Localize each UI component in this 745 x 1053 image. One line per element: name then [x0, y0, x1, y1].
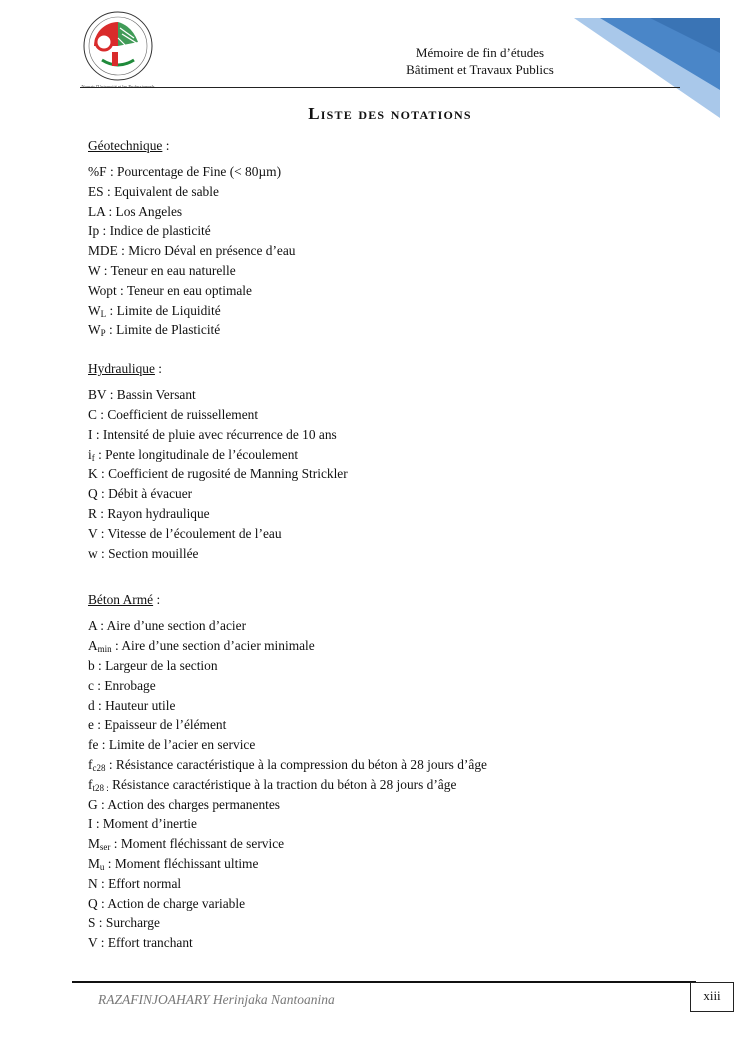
notation-entry: [88, 301, 688, 321]
section-heading-suffix: :: [154, 361, 163, 377]
footer-divider: [72, 981, 696, 983]
notation-separator: :: [96, 406, 108, 422]
section-spacer: [88, 340, 688, 359]
notation-entry: [88, 913, 688, 933]
notation-separator: :: [111, 638, 122, 654]
notation-entry: [88, 385, 688, 405]
section-heading-text: Hydraulique: [88, 361, 155, 377]
notation-separator: :: [94, 657, 106, 673]
notation-separator: :: [94, 697, 106, 713]
notation-entry: [88, 636, 688, 656]
notation-subscript: t28 :: [92, 782, 109, 793]
notation-description: Teneur en eau optimale: [126, 282, 252, 298]
section-heading-text: Béton Armé: [88, 592, 154, 608]
header-line-1: Mémoire de fin d’études: [415, 45, 545, 60]
notation-entry: [88, 795, 688, 815]
notation-symbol: K: [88, 466, 98, 482]
notation-symbol: BV: [88, 387, 107, 403]
notation-subscript: L: [100, 308, 107, 319]
notation-subscript: ser: [99, 842, 111, 853]
notation-symbol: %F: [88, 164, 107, 179]
notation-symbol: Ip: [88, 223, 100, 239]
notation-description: Largeur de la section: [105, 657, 218, 673]
notation-description: Enrobage: [104, 677, 156, 693]
section-spacer: [88, 563, 688, 590]
notation-separator: :: [96, 505, 108, 521]
notation-symbol: e: [88, 717, 94, 733]
notation-entry: [88, 656, 688, 676]
notation-description: Bassin Versant: [116, 387, 196, 403]
notation-description: Limite de l’acier en service: [108, 737, 256, 753]
notation-description: Aire d’une section d’acier: [106, 618, 247, 634]
notation-symbol: I: [88, 426, 93, 442]
notation-entry: [88, 854, 688, 874]
notation-separator: :: [94, 446, 106, 462]
notation-description: Rayon hydraulique: [107, 505, 210, 521]
notation-separator: :: [97, 796, 108, 812]
notation-separator: :: [97, 466, 109, 482]
notation-description: Moment fléchissant ultime: [114, 855, 259, 871]
notation-entry: [88, 616, 688, 636]
notation-separator: :: [95, 915, 106, 931]
notation-symbol: N: [88, 875, 98, 891]
notation-subscript: f: [91, 452, 95, 463]
notation-symbol: W: [88, 322, 101, 338]
notation-entry: [88, 755, 688, 775]
notation-entry: [88, 775, 688, 795]
notation-symbol: f: [88, 756, 93, 772]
notation-entry: [88, 933, 688, 953]
notation-symbol: V: [88, 525, 98, 541]
notation-entry: [88, 182, 688, 202]
notation-symbol: S: [88, 915, 96, 931]
notation-separator: :: [103, 183, 115, 199]
notation-symbol: A: [88, 618, 97, 634]
notation-entry: [88, 894, 688, 914]
notation-description: Epaisseur de l’élément: [104, 717, 227, 733]
notation-description: Débit à évacuer: [108, 486, 193, 502]
notation-separator: :: [116, 282, 127, 298]
notation-entry: [88, 676, 688, 696]
notation-entry: [88, 320, 688, 340]
notation-symbol: i: [88, 446, 92, 462]
notation-entry: [88, 425, 688, 445]
notation-description: Action des charges permanentes: [107, 796, 281, 812]
notation-symbol: MDE: [88, 243, 118, 259]
notation-separator: :: [96, 618, 107, 634]
notation-separator: :: [106, 387, 117, 403]
notation-entry: [88, 162, 688, 182]
notation-description: Coefficient de rugosité de Manning Strickler: [108, 466, 348, 482]
notation-separator: :: [99, 223, 110, 239]
notation-entry: [88, 445, 688, 465]
notation-symbol: LA: [88, 203, 106, 219]
notation-symbol: w: [88, 545, 98, 561]
notation-separator: :: [105, 756, 116, 772]
notation-entry: [88, 544, 688, 564]
notation-entry: [88, 715, 688, 735]
header-divider: [80, 87, 680, 88]
notation-symbol: C: [88, 406, 97, 422]
footer-author: RAZAFINJOAHARY Herinjaka Nantoanina: [98, 992, 335, 1007]
notation-entry: [88, 874, 688, 894]
notation-description: Résistance caractéristique à la traction du béton à 28 jours d’âge: [112, 776, 457, 792]
notation-separator: :: [97, 935, 108, 951]
section-heading-text: Géotechnique: [88, 138, 163, 153]
notation-description: Equivalent de sable: [114, 183, 219, 199]
header-line-2: Bâtiment et Travaux Publics: [406, 62, 554, 77]
notation-description: Vitesse de l’écoulement de l’eau: [107, 525, 282, 541]
notation-separator: :: [106, 164, 118, 179]
notation-entry: [88, 202, 688, 222]
notation-description: Section mouillée: [108, 545, 199, 561]
notation-description: Effort tranchant: [107, 935, 193, 951]
section-heading: [88, 359, 688, 378]
notation-separator: :: [100, 262, 111, 278]
page-number: xiii: [690, 982, 734, 1012]
section-heading: [88, 136, 688, 155]
notation-section: [88, 590, 688, 953]
notation-separator: :: [97, 545, 109, 561]
section-heading-suffix: :: [153, 592, 161, 608]
notation-subscript: u: [99, 861, 105, 872]
logo-caption: Nourrir l'Université et les Professionnels: [81, 84, 155, 89]
notation-description: Action de charge variable: [107, 895, 246, 911]
notation-description: Los Angeles: [115, 203, 183, 219]
notation-separator: :: [97, 525, 108, 541]
notation-section: [88, 359, 688, 563]
notation-description: Aire d’une section d’acier minimale: [121, 638, 315, 654]
notation-description: Surcharge: [105, 915, 160, 931]
notation-description: Coefficient de ruissellement: [107, 406, 259, 422]
notation-entry: [88, 814, 688, 834]
notation-symbol: M: [88, 855, 100, 871]
notation-entry: [88, 405, 688, 425]
notation-entry: [88, 524, 688, 544]
notation-description: Micro Déval en présence d’eau: [128, 243, 296, 259]
notation-symbol: Wopt: [88, 282, 117, 298]
notation-symbol: W: [88, 262, 101, 278]
notation-symbol: V: [88, 935, 98, 951]
notation-symbol: G: [88, 796, 98, 812]
notation-symbol: b: [88, 657, 95, 673]
notation-entry: [88, 261, 688, 281]
notation-entry: [88, 241, 688, 261]
notation-entry: [88, 504, 688, 524]
notation-entry: [88, 696, 688, 716]
notation-description: Hauteur utile: [105, 697, 176, 713]
notation-symbol: Q: [88, 895, 98, 911]
notation-entry: [88, 464, 688, 484]
notation-subscript: min: [97, 644, 112, 655]
notation-separator: :: [93, 677, 105, 693]
notation-list: [88, 136, 688, 953]
document-header: [380, 44, 580, 78]
notation-description: Pente longitudinale de l’écoulement: [105, 446, 299, 462]
notation-separator: :: [105, 322, 117, 338]
notation-description: Pourcentage de Fine (< 80µm): [117, 164, 282, 179]
notation-separator: :: [105, 203, 116, 219]
section-heading-suffix: :: [162, 138, 170, 153]
notation-subscript: P: [100, 328, 106, 339]
notation-description: Teneur en eau naturelle: [110, 262, 236, 278]
notation-symbol: f: [88, 776, 93, 792]
notation-separator: :: [106, 302, 117, 318]
notation-symbol: d: [88, 697, 95, 713]
notation-entry: [88, 834, 688, 854]
notation-symbol: A: [88, 638, 98, 654]
notation-separator: :: [117, 243, 129, 259]
notation-description: Limite de Liquidité: [116, 302, 221, 318]
notation-symbol: c: [88, 677, 94, 693]
notation-description: Résistance caractéristique à la compression du béton à 28 jours d’âge: [115, 756, 487, 772]
notation-description: Indice de plasticité: [109, 223, 211, 239]
notation-separator: :: [93, 717, 105, 733]
notation-description: Limite de Plasticité: [116, 322, 221, 338]
notation-separator: :: [98, 737, 109, 753]
notation-subscript: c28: [92, 762, 106, 773]
notation-entry: [88, 735, 688, 755]
page-title: Liste des notations: [308, 104, 472, 123]
notation-symbol: fe: [88, 737, 99, 753]
section-heading: [88, 590, 688, 609]
notation-symbol: ES: [88, 183, 104, 199]
notation-description: Moment d’inertie: [102, 816, 197, 832]
notation-description: Effort normal: [108, 875, 182, 891]
notation-separator: :: [97, 486, 109, 502]
notation-symbol: W: [88, 302, 101, 318]
notation-entry: [88, 281, 688, 301]
notation-separator: :: [97, 895, 108, 911]
notation-description: Intensité de pluie avec récurrence de 10 ans: [102, 426, 337, 442]
school-logo: [72, 8, 168, 92]
notation-entry: [88, 221, 688, 241]
notation-entry: [88, 484, 688, 504]
notation-symbol: I: [88, 816, 93, 832]
notation-section: [88, 136, 688, 340]
notation-separator: :: [97, 875, 109, 891]
notation-symbol: M: [88, 836, 100, 852]
notation-symbol: R: [88, 505, 97, 521]
notation-separator: :: [92, 426, 103, 442]
notation-symbol: Q: [88, 486, 98, 502]
notation-separator: :: [104, 855, 115, 871]
notation-description: Moment fléchissant de service: [120, 836, 285, 852]
notation-separator: :: [92, 816, 103, 832]
notation-separator: :: [110, 836, 121, 852]
